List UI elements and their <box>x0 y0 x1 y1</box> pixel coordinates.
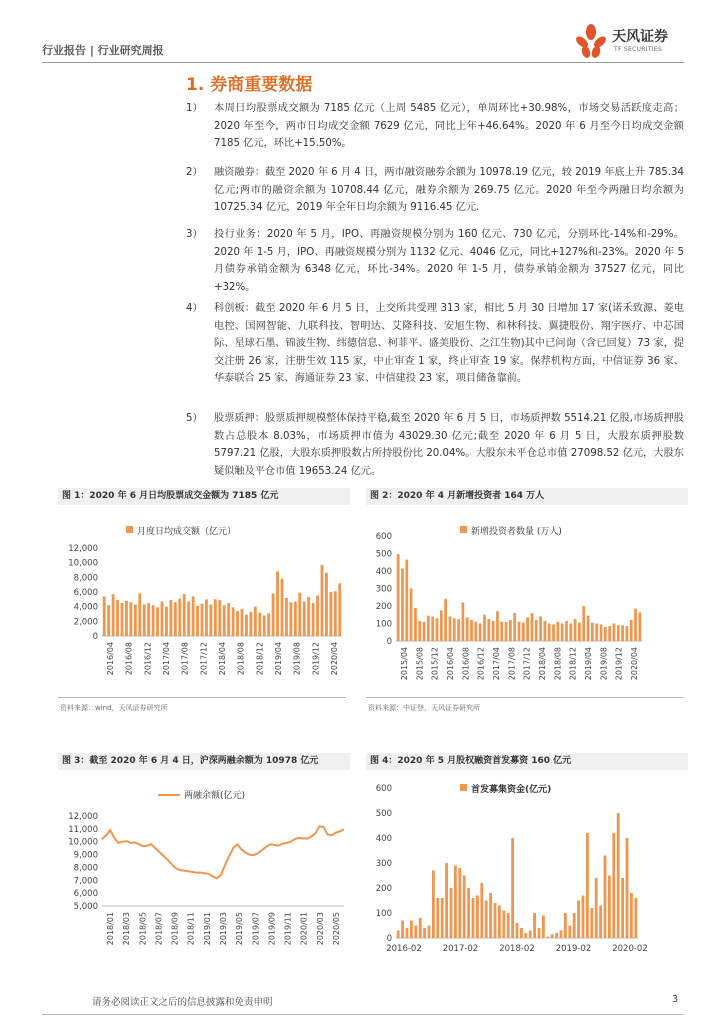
x-tick-label: 2018/11 <box>186 912 196 946</box>
brand-logo <box>572 22 684 60</box>
figure-2-title: 图 2：2020 年 4 月新增投资者 164 万人 <box>366 488 688 505</box>
bar <box>535 620 538 641</box>
paragraph-text: 本周日均股票成交额为 7185 亿元（上周 5485 亿元），单周环比+30.98%，市场交易活跃度走高；2020 年至今，两市日均成交金额 7629 亿元，同比上年+46.64%。2020 年 6 月至今日均成交金额 7185 亿元，环比+15.50%。 <box>214 103 684 149</box>
bar <box>556 622 559 641</box>
bar <box>419 918 422 938</box>
bar <box>574 619 577 641</box>
bar <box>533 913 536 938</box>
x-tick-label: 2017/08 <box>180 642 190 676</box>
x-tick-label: 2016/04 <box>446 647 455 681</box>
bar <box>457 619 460 641</box>
bar <box>518 622 521 641</box>
bar <box>112 594 115 636</box>
brand-flower-icon <box>572 22 610 60</box>
x-tick-label: 2020-02 <box>612 944 648 954</box>
figure-2-source: 资料来源：中证登，天风证券研究所 <box>368 704 480 712</box>
bar <box>267 613 270 636</box>
y-tick-label: 500 <box>375 549 392 560</box>
bar <box>272 593 275 636</box>
bar <box>307 597 310 636</box>
bar <box>578 623 581 641</box>
y-tick-label: 600 <box>375 784 392 794</box>
bar <box>546 937 549 938</box>
bar <box>187 602 190 636</box>
bar <box>587 616 590 641</box>
bar <box>577 901 580 939</box>
x-tick-label: 2019/09 <box>267 912 277 946</box>
x-tick-label: 2019/01 <box>202 912 212 946</box>
bar <box>552 624 555 641</box>
bar <box>542 916 545 939</box>
bar <box>303 602 306 636</box>
bar <box>516 923 519 938</box>
bar <box>169 600 172 636</box>
bar <box>621 625 624 641</box>
x-tick-label: 2019/04 <box>584 647 593 681</box>
bar <box>476 896 479 939</box>
bar <box>178 599 181 636</box>
bar <box>630 620 633 641</box>
x-tick-label: 2018/04 <box>218 642 227 676</box>
bar <box>285 598 288 636</box>
x-tick-label: 2015/08 <box>415 647 425 681</box>
legend-label: 首发募集资金(亿元) <box>471 785 552 795</box>
bar <box>564 913 567 938</box>
bar <box>116 600 119 636</box>
figure-2-divider <box>366 697 684 698</box>
y-tick-label: 0 <box>386 637 392 647</box>
bar <box>129 602 132 636</box>
bar <box>223 605 226 636</box>
bar <box>573 913 576 938</box>
bar <box>494 903 497 938</box>
bar <box>472 898 475 938</box>
bar <box>595 878 598 938</box>
bar <box>445 863 448 938</box>
bar <box>454 866 457 939</box>
x-tick-label: 2016/08 <box>124 642 134 676</box>
bar <box>502 911 505 939</box>
y-tick-label: 0 <box>386 934 392 944</box>
bar <box>192 596 195 636</box>
x-tick-label: 2019/04 <box>274 642 283 676</box>
legend-swatch <box>126 526 133 533</box>
bar <box>479 624 482 642</box>
bar <box>316 596 319 636</box>
y-tick-label: 10,000 <box>68 558 98 569</box>
y-tick-label: 6,000 <box>73 889 98 900</box>
bar <box>626 626 629 641</box>
x-tick-label: 2015/04 <box>400 647 409 681</box>
bar <box>423 622 426 641</box>
bar <box>638 612 641 641</box>
bar <box>249 612 252 636</box>
y-tick-label: 0 <box>92 632 98 642</box>
chart-legend <box>460 525 562 537</box>
y-tick-label: 400 <box>375 567 392 577</box>
series-line <box>102 826 344 878</box>
bar <box>613 624 616 642</box>
bar <box>480 883 483 938</box>
y-tick-label: 7,000 <box>73 876 98 887</box>
paragraph-1 <box>186 100 684 153</box>
x-tick-label: 2018/07 <box>154 912 164 946</box>
x-tick-label: 2017/12 <box>199 642 209 676</box>
x-tick-label: 2018/09 <box>170 912 180 946</box>
x-tick-label: 2017/08 <box>507 647 517 681</box>
header-divider <box>42 62 684 63</box>
chart-daily-turnover <box>58 508 350 678</box>
bar <box>218 600 221 636</box>
bar <box>138 593 141 636</box>
bar <box>617 625 620 641</box>
x-tick-label: 2017/12 <box>522 647 532 681</box>
paragraph-4 <box>186 300 684 388</box>
figure-1-title: 图 1：2020 年 6 月日均股票成交金额为 7185 亿元 <box>58 488 350 505</box>
x-tick-label: 2018/08 <box>236 642 246 676</box>
figure-3-title: 图 3：截至 2020 年 6 月 4 日，沪深两融余额为 10978 亿元 <box>58 753 350 770</box>
x-tick-label: 2019/08 <box>292 642 302 676</box>
y-tick-label: 12,000 <box>68 812 98 822</box>
bar <box>621 878 624 938</box>
chart-legend <box>460 783 551 795</box>
bar <box>196 606 199 636</box>
bar <box>507 913 510 938</box>
x-tick-label: 2018/01 <box>106 912 115 946</box>
x-tick-label: 2017/04 <box>162 642 171 676</box>
paragraph-text: 科创板：截至 2020 年 6 月 5 日，上交所共受理 313 家，相比 5 月 30 日增加 17 家(诺禾致源、菱电电控、国网智能、九联科技、智明达、艾隆科技、安旭生物、和林科技、翼捷股份、翔宇医疗、中芯国际、星球石墨、锦波生物、纬德信息、柯菲平、盛美股份、之江生物)其中已问询（含已回复）73 家，提交注册 26 家，注册生效 115 家，中止审查 1 家，终止审查 19 家。保荐机构方面，中信证券 36 家、华泰联合 25 家、海通证券 23 家、中信建投 23 家，项目储备靠前。 <box>214 303 684 384</box>
bar <box>428 926 431 939</box>
chart-legend <box>158 789 245 801</box>
y-tick-label: 500 <box>375 809 392 819</box>
x-tick-label: 2016/08 <box>461 647 471 681</box>
paragraph-text: 融资融券：截至 2020 年 6 月 4 日，两市融资融券余额为 10978.19 亿元，较 2019 年底上升 785.34 亿元;两市的融资余额为 10708.44 亿元，融券余额为 269.75 亿元。2020 年至今两融日均余额为 10725.34 亿元，2019 年全年日均余额为 9116.45 亿元. <box>214 167 684 213</box>
bar <box>436 898 439 938</box>
legend-swatch <box>460 784 467 791</box>
bar <box>325 573 328 636</box>
y-tick-label: 100 <box>375 619 392 630</box>
chart-ipo-funding <box>366 774 684 966</box>
bar <box>511 838 514 938</box>
bar <box>500 622 503 641</box>
y-tick-label: 2,000 <box>73 617 98 628</box>
x-tick-label: 2018/04 <box>538 647 547 681</box>
bar <box>397 554 400 641</box>
bar <box>321 565 324 636</box>
brand-name-en: TF SECURITIES <box>614 46 663 53</box>
bar <box>582 606 585 641</box>
bar <box>489 893 492 938</box>
chart-legend <box>126 525 236 537</box>
bar <box>161 602 164 636</box>
bar <box>496 611 499 641</box>
chart-new-investors <box>366 508 684 683</box>
bar <box>513 613 516 641</box>
bar <box>401 568 404 641</box>
bar <box>121 603 124 636</box>
x-tick-label: 2018/12 <box>568 647 578 681</box>
x-tick-label: 2019/07 <box>251 912 261 946</box>
bar <box>143 604 146 636</box>
paragraph-text: 股票质押：股票质押规模整体保持平稳,截至 2020 年 6 月 5 日，市场质押数 5514.21 亿股,市场质押股数占总股本 8.03%，市场质押市值为 43029.30 亿元;截至 2020 年 6 月 5 日，大股东质押股数 5797.21 亿股，大股东质押股数占所持股份比 20.04%。大股东未平仓总市值 27098.52 亿元，大股东疑似触及平仓市值 19653.24 亿元。 <box>214 413 684 477</box>
bar <box>548 624 551 642</box>
figure-1-source: 资料来源：wind，天风证券研究所 <box>60 704 168 712</box>
paragraph-2 <box>186 164 684 217</box>
paragraph-3 <box>186 226 684 296</box>
y-tick-label: 9,000 <box>73 850 98 861</box>
bar <box>612 833 615 938</box>
bar <box>604 856 607 939</box>
x-tick-label: 2020/05 <box>332 912 341 946</box>
bar <box>414 608 417 641</box>
bar <box>312 603 315 636</box>
bar <box>294 602 297 636</box>
bar <box>522 623 525 641</box>
x-tick-label: 2018/12 <box>255 642 265 676</box>
bar <box>397 931 400 939</box>
x-tick-label: 2019/12 <box>311 642 321 676</box>
x-tick-label: 2015/12 <box>430 647 440 681</box>
x-tick-label: 2020/04 <box>330 642 339 676</box>
bar <box>531 613 534 641</box>
bar <box>245 615 248 636</box>
bar <box>209 604 212 636</box>
y-tick-label: 8,000 <box>73 863 98 874</box>
bar <box>509 620 512 641</box>
bar <box>568 926 571 939</box>
x-tick-label: 2019/08 <box>599 647 609 681</box>
bar <box>498 906 501 939</box>
bar <box>463 876 466 939</box>
bar <box>405 560 408 641</box>
bar <box>440 610 443 641</box>
y-tick-label: 6,000 <box>73 588 98 598</box>
bar <box>147 603 150 636</box>
bar <box>586 833 589 938</box>
bar <box>591 623 594 641</box>
bar <box>125 601 128 636</box>
bar <box>201 604 204 636</box>
x-tick-label: 2020/01 <box>299 912 309 946</box>
legend-label: 新增投资者数量 (万人) <box>471 527 562 537</box>
bar <box>520 928 523 938</box>
y-tick-label: 300 <box>375 859 392 869</box>
bar <box>544 621 547 641</box>
y-tick-label: 600 <box>375 532 392 542</box>
bar <box>334 591 337 636</box>
paragraph-number: 2） <box>186 167 203 178</box>
footer-disclaimer: 请务必阅读正文之后的信息披露和免责申明 <box>92 997 273 1008</box>
y-tick-label: 12,000 <box>68 544 98 554</box>
legend-label: 两融余额(亿元) <box>184 791 246 801</box>
x-tick-label: 2018/08 <box>553 647 563 681</box>
bar <box>474 622 477 641</box>
x-tick-label: 2017/04 <box>492 647 501 681</box>
bar <box>258 613 261 636</box>
x-tick-label: 2016-02 <box>386 944 422 954</box>
bar <box>569 624 572 642</box>
bar <box>487 619 490 641</box>
chart-margin-balance <box>58 774 350 966</box>
bar <box>453 618 456 641</box>
bar <box>174 602 177 636</box>
x-tick-label: 2018/03 <box>122 912 132 946</box>
bar <box>582 896 585 939</box>
bar <box>103 596 106 636</box>
bar <box>467 888 470 938</box>
x-tick-label: 2016/12 <box>476 647 486 681</box>
bar <box>418 621 421 641</box>
bar <box>485 901 488 939</box>
x-tick-label: 2019/05 <box>235 912 245 946</box>
x-tick-label: 2019-02 <box>555 944 592 954</box>
y-tick-label: 11,000 <box>68 824 98 835</box>
bar <box>156 607 159 636</box>
figure-1-divider <box>58 697 346 698</box>
bar <box>432 871 435 939</box>
x-tick-label: 2017-02 <box>442 944 479 954</box>
bar <box>423 928 426 938</box>
bar <box>289 602 292 636</box>
bar <box>470 620 473 641</box>
bar <box>590 908 593 938</box>
bar <box>444 599 447 641</box>
footer-divider <box>42 1014 684 1015</box>
x-tick-label: 2019/03 <box>219 912 228 946</box>
bar <box>449 617 452 642</box>
x-tick-label: 2020/04 <box>630 647 639 681</box>
bar <box>505 622 508 641</box>
bar <box>462 603 465 642</box>
page-number: 3 <box>672 994 679 1005</box>
bar <box>466 617 469 641</box>
y-tick-label: 200 <box>375 884 392 894</box>
bar <box>565 621 568 641</box>
figure-4-title: 图 4：2020 年 5 月股权融资首发募资 160 亿元 <box>366 753 688 770</box>
paragraph-number: 1） <box>186 103 203 114</box>
bar <box>560 931 563 939</box>
paragraph-number: 3） <box>186 229 203 240</box>
y-tick-label: 300 <box>375 584 392 595</box>
x-tick-label: 2018/05 <box>138 912 148 946</box>
x-tick-label: 2019/12 <box>614 647 624 681</box>
bar <box>526 617 529 641</box>
y-tick-label: 10,000 <box>68 837 98 848</box>
x-tick-label: 2018-02 <box>499 944 535 954</box>
section-title: 1. 券商重要数据 <box>186 75 313 95</box>
y-tick-label: 8,000 <box>73 573 98 584</box>
bar <box>107 605 110 636</box>
x-tick-label: 2020/03 <box>315 912 325 946</box>
header-breadcrumb: 行业报告 | 行业研究周报 <box>42 44 164 57</box>
bar <box>406 928 409 938</box>
bar <box>626 838 629 938</box>
y-tick-label: 100 <box>375 909 392 919</box>
legend-label: 月度日均成交额（亿元） <box>137 527 237 537</box>
bar <box>338 583 341 636</box>
bar <box>134 604 137 636</box>
bar <box>458 868 461 938</box>
bar <box>410 588 413 641</box>
bar <box>604 627 607 641</box>
bar <box>483 615 486 641</box>
bar <box>634 898 637 938</box>
bar <box>214 599 217 636</box>
bar <box>281 579 284 636</box>
bar <box>183 594 186 636</box>
bar <box>227 603 230 636</box>
bar <box>441 898 444 938</box>
paragraph-number: 4） <box>186 303 203 314</box>
bar <box>263 615 266 636</box>
bar <box>152 605 155 636</box>
bar <box>608 626 611 641</box>
y-tick-label: 200 <box>375 602 392 612</box>
bar <box>236 611 239 636</box>
bar <box>298 593 301 636</box>
bar <box>561 624 564 642</box>
bar <box>414 926 417 939</box>
bar <box>254 607 257 636</box>
bar <box>538 928 541 938</box>
bar <box>529 931 532 939</box>
legend-swatch <box>460 526 467 533</box>
x-tick-label: 2016/04 <box>106 642 115 676</box>
bar <box>608 876 611 939</box>
bar <box>241 609 244 636</box>
paragraph-text: 投行业务：2020 年 5 月，IPO、再融资规模分别为 160 亿元、730 亿元，分别环比-14%和-29%。2020 年 1-5 月，IPO、再融资规模分别为 1132 亿元、4046 亿元，同比+127%和-23%。2020 年 5 月债券承销金额为 6348 亿元，环比-34%。2020 年 1-5 月，债券承销金额为 37527 亿元，同比+32%。 <box>214 229 684 293</box>
y-tick-label: 5,000 <box>73 902 98 912</box>
bar <box>555 933 558 938</box>
bar <box>329 592 332 636</box>
bar <box>539 617 542 642</box>
y-tick-label: 4,000 <box>73 602 98 613</box>
bar <box>431 617 434 642</box>
bar <box>165 607 168 636</box>
bar <box>492 621 495 641</box>
x-tick-label: 2019/11 <box>283 912 293 946</box>
bar <box>595 624 598 642</box>
paragraph-number: 5） <box>186 413 203 424</box>
bar <box>600 624 603 641</box>
brand-name-cn: 天风证券 <box>612 29 668 45</box>
bar <box>427 616 430 641</box>
bar <box>436 618 439 641</box>
bar <box>524 933 527 938</box>
bar <box>276 571 279 636</box>
bar <box>617 813 620 938</box>
bar <box>630 893 633 938</box>
y-tick-label: 400 <box>375 834 392 844</box>
bar <box>410 921 413 939</box>
bar <box>205 599 208 636</box>
bar <box>401 921 404 939</box>
bar <box>450 888 453 938</box>
bar <box>232 607 235 636</box>
bar <box>634 609 637 641</box>
bar <box>551 934 554 938</box>
x-tick-label: 2016/12 <box>143 642 153 676</box>
paragraph-5 <box>186 410 684 480</box>
bar <box>599 906 602 939</box>
